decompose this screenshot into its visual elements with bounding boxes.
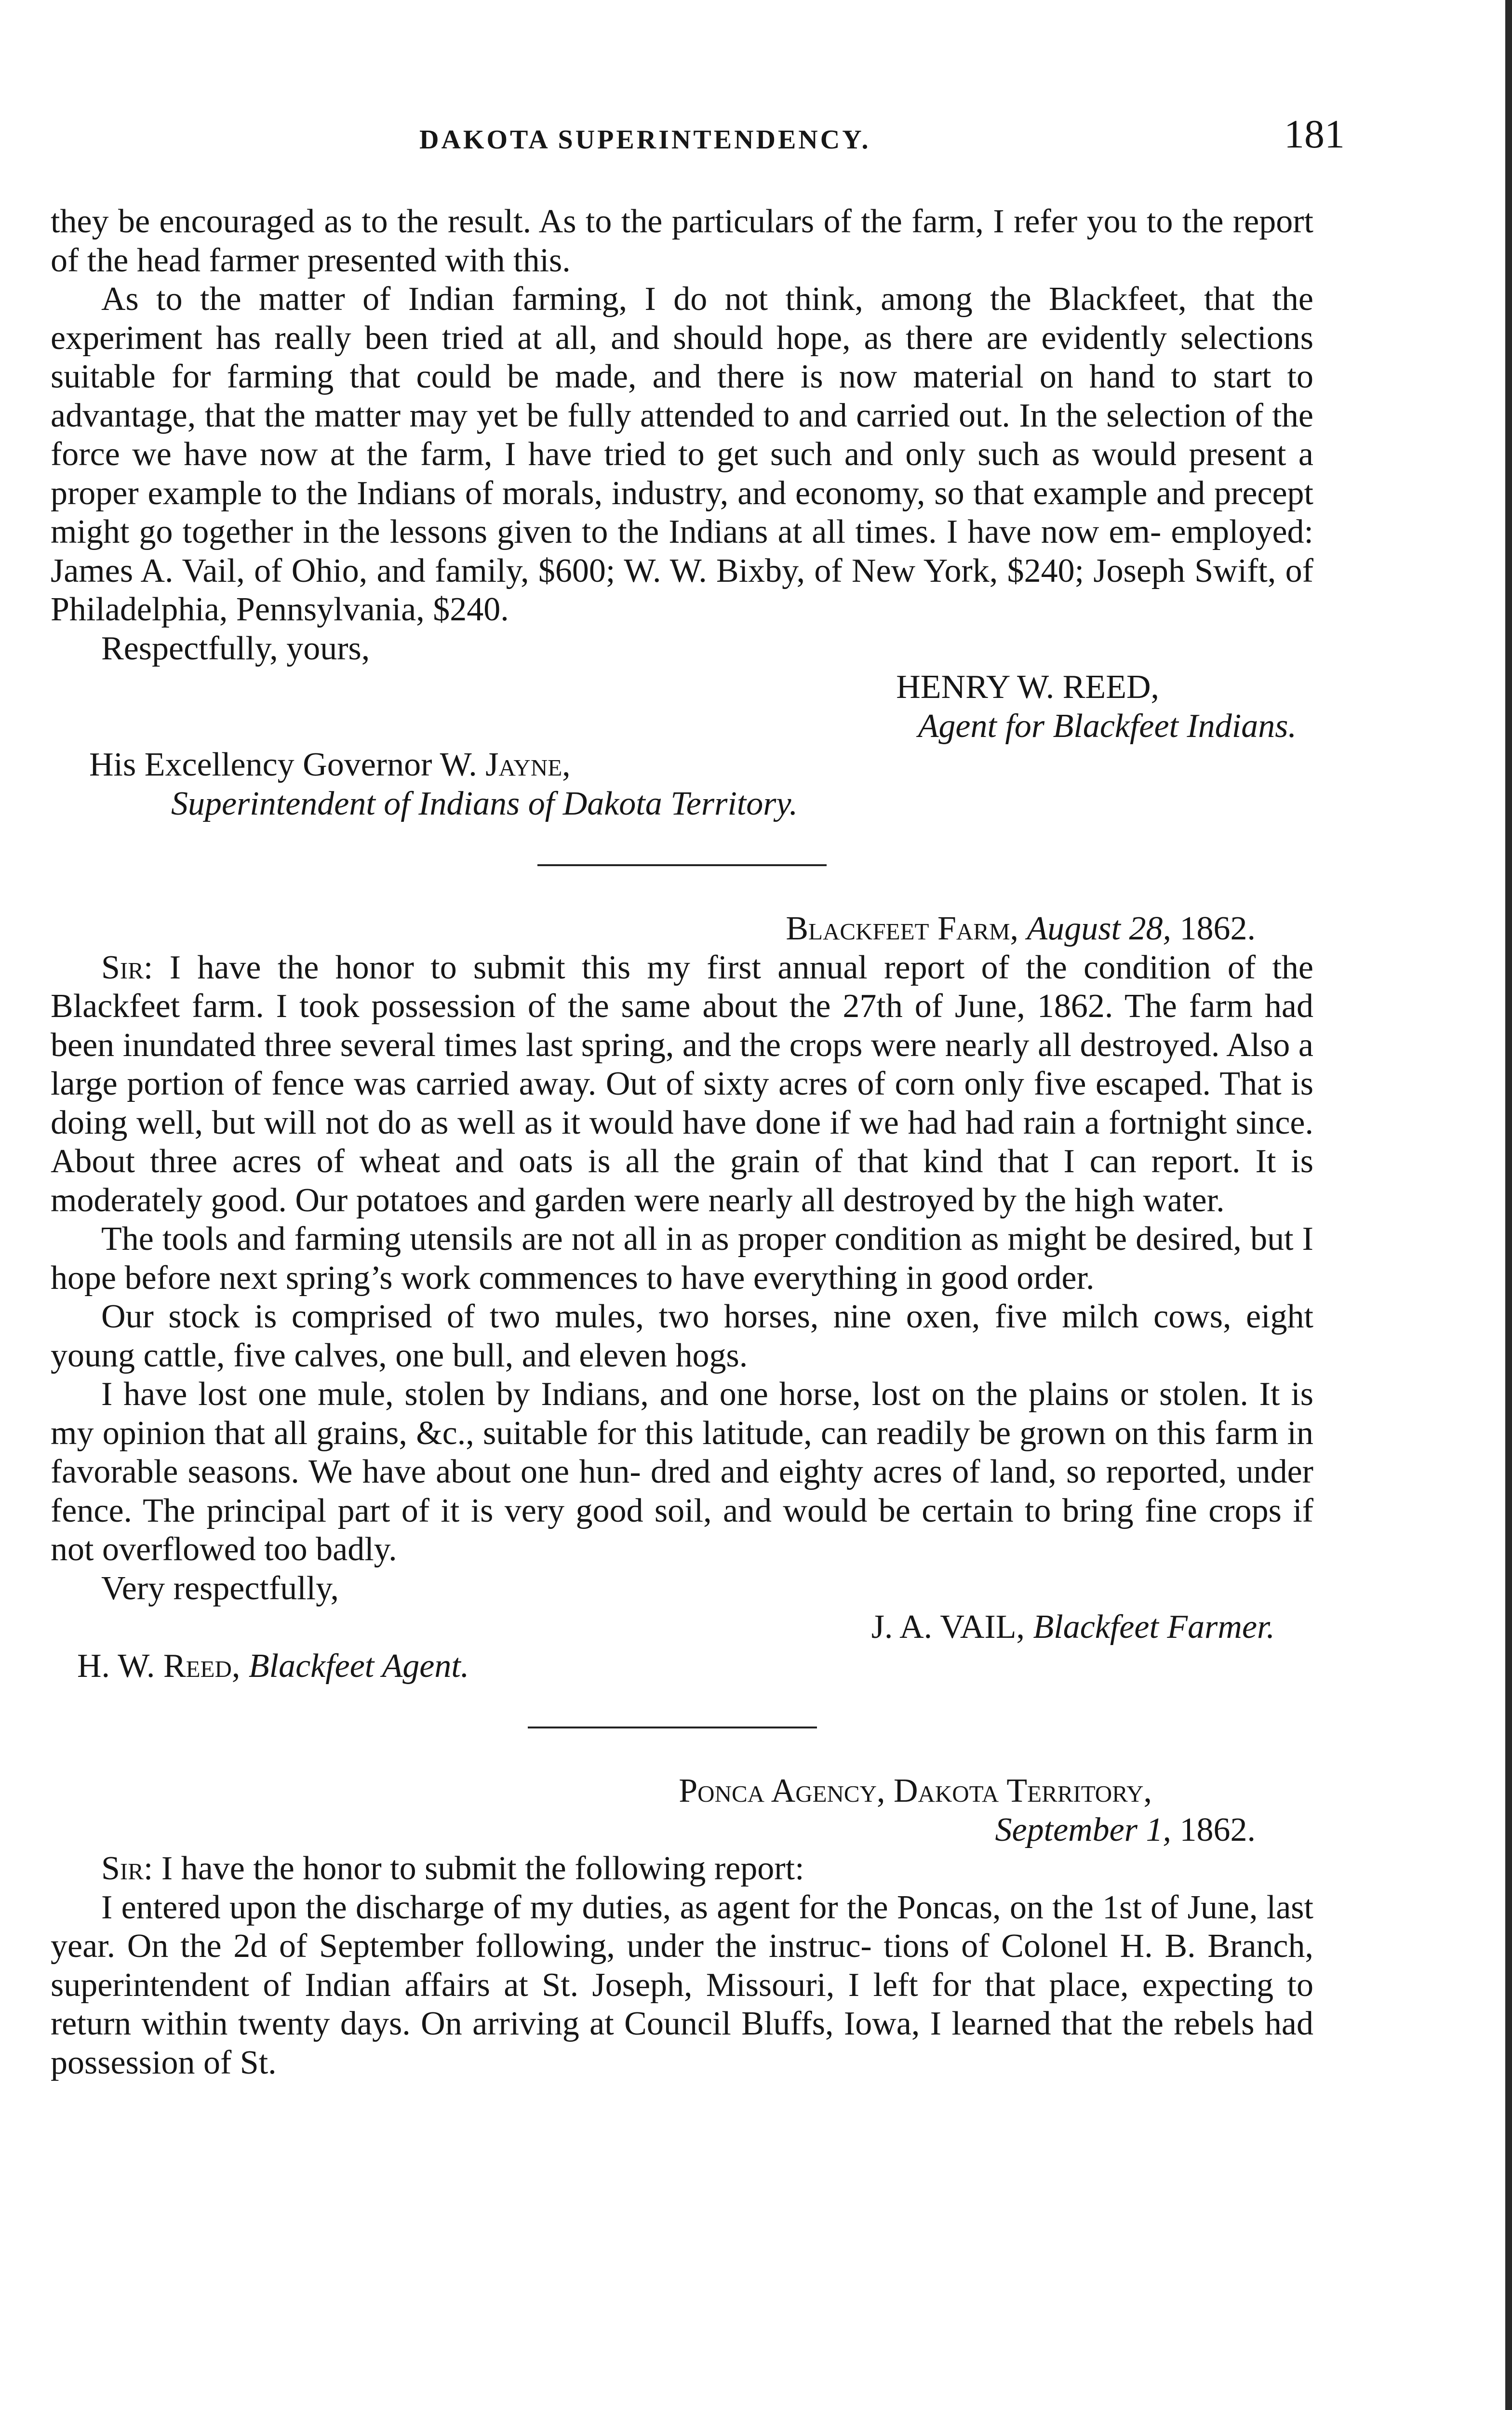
salutation: Sir: xyxy=(101,949,153,986)
letter2-paragraph: I have lost one mule, stolen by Indians, and one horse, lost on the plains or stolen. It is my opinion that all grains, &c., suitable for this latitude, can readily be grown on this farm in favorable seasons. We have about one hun- dred and eighty acres of land, so reported, under fence. The principal part of it is very good soil, and would be certain to bring fine crops if not overflowed too badly. xyxy=(51,1376,1313,1568)
letter2-paragraph: Our stock is comprised of two mules, two horses, nine oxen, five milch cows, eight young cattle, five calves, one bull, and eleven hogs. xyxy=(51,1298,1313,1374)
letter2-date: August 28, xyxy=(1027,910,1171,947)
letter1-paragraph: As to the matter of Indian farming, I do not think, among the Blackfeet, that the experiment has really been tried at all, and should hope, as there are evidently selections suitable for farming that could be made, and there is now material on hand to start to advantage, that the matter may yet be fully attended to and carried out. In the selection of the force we have now at the farm, I have tried to get such and only such as would present a proper example to the Indians of morals, industry, and economy, so that example and precept might go together in the lessons given to the Indians at all times. I have now em- employed: James A. Vail, of Ohio, and family, $600; W. W. Bixby, of New York, $240; Joseph Swift, of Philadelphia, Pennsylvania, $240. xyxy=(51,281,1313,628)
section-divider xyxy=(537,864,827,866)
page-edge-shadow xyxy=(1505,0,1512,2410)
addressee-prefix: His Excellency Governor W. xyxy=(89,746,477,783)
letter2-signature xyxy=(51,1608,1313,1647)
page-number: 181 xyxy=(1284,112,1345,157)
salutation: Sir: xyxy=(101,1850,153,1887)
letter1-addressee xyxy=(51,746,1313,785)
letter1-signer-title-block xyxy=(51,707,1313,746)
letter2-closing: Very respectfully, xyxy=(101,1569,339,1607)
signer-name: J. A. VAIL, xyxy=(871,1608,1025,1646)
letter2-paragraph xyxy=(51,949,1313,1220)
letter3-year: 1862. xyxy=(1179,1811,1256,1848)
running-title: DAKOTA SUPERINTENDENCY. xyxy=(419,125,871,155)
section-divider xyxy=(528,1727,817,1728)
letter3-date-block xyxy=(51,1811,1313,1850)
letter1-signature xyxy=(51,668,1313,707)
letter2-paragraph: The tools and farming utensils are not all in as proper condition as might be desired, but I hope before next spring’s work commences to have everything in good order. xyxy=(51,1220,1313,1297)
letter2-dateline xyxy=(51,910,1313,949)
addressee-title: Blackfeet Agent. xyxy=(248,1647,469,1685)
letter2-addressee xyxy=(51,1647,1313,1686)
document-body xyxy=(51,202,1313,2082)
letter1-paragraph: they be encouraged as to the result. As to the particulars of the farm, I refer you to the report of the head farmer presented with this. xyxy=(51,203,1313,279)
addressee-title: Superintendent of Indians of Dakota Territory. xyxy=(171,785,798,822)
salutation-text: I have the honor to submit the following report: xyxy=(161,1850,804,1887)
letter2-year: 1862. xyxy=(1179,910,1256,947)
letter1-closing: Respectfully, yours, xyxy=(101,629,370,667)
addressee-surname: Jayne, xyxy=(485,746,571,783)
letter2-paragraph-text: I have the honor to submit this my first annual report of the condition of the Blackfeet farm. I took possession of the same about the 27th of June, 1862. The farm had been inundated three several times last spring, and the crops were nearly all destroyed. Also a large portion of fence was carried away. Out of sixty acres of corn only five escaped. That is doing well, but will not do as well as it would have done if we had had rain a fortnight since. About three acres of wheat and oats is all the grain of that kind that I can report. It is moderately good. Our potatoes and garden were nearly all destroyed by the high water. xyxy=(51,949,1314,1219)
letter3-place: Ponca Agency, Dakota Territory, xyxy=(679,1772,1152,1809)
addressee-name: H. W. Reed, xyxy=(77,1647,241,1685)
letter1-addressee-title-block xyxy=(51,785,1313,824)
letter3-date: September 1, xyxy=(995,1811,1171,1848)
signer-name: HENRY W. REED, xyxy=(896,669,1159,706)
signer-title: Blackfeet Farmer. xyxy=(1033,1608,1275,1646)
letter3-paragraph: I entered upon the discharge of my duties, as agent for the Poncas, on the 1st of June, last year. On the 2d of September following, under the instruc- tions of Colonel H. B. Branch, superintendent of Indian affairs at St. Joseph, Missouri, I left for that place, expecting to return within twenty days. On arriving at Council Bluffs, Iowa, I learned that the rebels had possession of St. xyxy=(51,1888,1313,2081)
letter3-dateline xyxy=(51,1772,1313,1811)
page-header xyxy=(207,111,1345,164)
letter2-place: Blackfeet Farm, xyxy=(786,910,1019,947)
letter3-salutation-line xyxy=(51,1849,1313,1888)
signer-title: Agent for Blackfeet Indians. xyxy=(918,707,1297,745)
